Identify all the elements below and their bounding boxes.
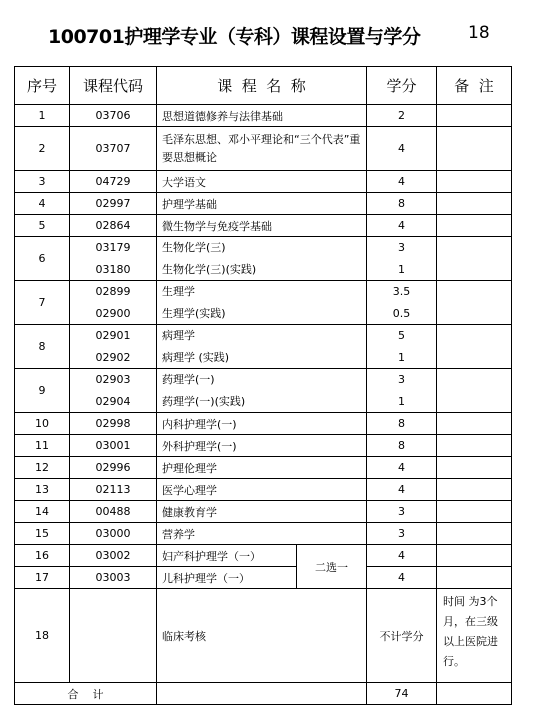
cell-credit-line: 1 xyxy=(398,350,406,364)
cell-no: 11 xyxy=(15,435,70,457)
cell-name: 思想道德修养与法律基础 xyxy=(157,105,367,127)
cell-no: 3 xyxy=(15,171,70,193)
table-row xyxy=(15,501,512,523)
cell-no: 2 xyxy=(15,127,70,171)
cell-code: 02113 xyxy=(70,479,157,501)
course-table xyxy=(14,66,512,705)
cell-name xyxy=(157,325,367,369)
header-credit: 学分 xyxy=(367,67,437,105)
table-row xyxy=(15,457,512,479)
cell-code: 02996 xyxy=(70,457,157,479)
cell-code-line: 03180 xyxy=(95,262,131,276)
cell-note xyxy=(437,215,512,237)
cell-no: 17 xyxy=(15,567,70,589)
cell-credit: 4 xyxy=(367,457,437,479)
table-row xyxy=(15,237,512,281)
cell-note xyxy=(437,523,512,545)
cell-name: 营养学 xyxy=(157,523,367,545)
cell-name: 护理伦理学 xyxy=(157,457,367,479)
table-row xyxy=(15,193,512,215)
cell-code: 03003 xyxy=(70,567,157,589)
cell-name xyxy=(157,281,367,325)
cell-no: 16 xyxy=(15,545,70,567)
cell-credit-line: 3.5 xyxy=(392,285,411,299)
table-row xyxy=(15,369,512,413)
page-header xyxy=(0,22,533,50)
header-code: 课程代码 xyxy=(70,67,157,105)
cell-code: 00488 xyxy=(70,501,157,523)
cell-no: 14 xyxy=(15,501,70,523)
cell-credit-line: 1 xyxy=(398,394,406,408)
cell-note xyxy=(437,435,512,457)
cell-code: 03707 xyxy=(70,127,157,171)
cell-note xyxy=(437,171,512,193)
cell-name: 内科护理学(一) xyxy=(157,413,367,435)
total-label: 合 计 xyxy=(15,683,157,705)
cell-credit: 不计学分 xyxy=(367,589,437,683)
cell-no: 12 xyxy=(15,457,70,479)
cell-code-line: 03179 xyxy=(95,241,131,255)
cell-name-line: 病理学 (实践) xyxy=(162,350,230,364)
cell-code xyxy=(70,281,157,325)
cell-note: 时间 为3个月，在三级以上医院进行。 xyxy=(437,589,512,683)
cell-name-line: 生理学 xyxy=(162,285,195,299)
cell-name: 微生物学与免疫学基础 xyxy=(157,215,367,237)
table-row xyxy=(15,545,512,567)
cell-credit: 8 xyxy=(367,413,437,435)
cell-code: 03706 xyxy=(70,105,157,127)
cell-credit: 8 xyxy=(367,435,437,457)
cell-credit: 4 xyxy=(367,127,437,171)
cell-no: 4 xyxy=(15,193,70,215)
cell-credit xyxy=(367,237,437,281)
cell-note xyxy=(437,413,512,435)
cell-note xyxy=(437,457,512,479)
page-title: 100701护理学专业（专科）课程设置与学分 xyxy=(48,26,421,48)
table-row xyxy=(15,127,512,171)
cell-no: 10 xyxy=(15,413,70,435)
cell-name-line: 病理学 xyxy=(162,329,195,343)
cell-credit: 2 xyxy=(367,105,437,127)
cell-credit: 4 xyxy=(367,171,437,193)
cell-name xyxy=(157,369,367,413)
cell-credit: 4 xyxy=(367,545,437,567)
table-body xyxy=(15,105,512,705)
cell-note xyxy=(437,567,512,589)
cell-code: 04729 xyxy=(70,171,157,193)
cell-credit xyxy=(367,369,437,413)
cell-code: 03000 xyxy=(70,523,157,545)
cell-code: 02998 xyxy=(70,413,157,435)
cell-code-line: 02900 xyxy=(95,306,131,320)
table-row xyxy=(15,523,512,545)
cell-code-line: 02904 xyxy=(95,394,131,408)
cell-no: 6 xyxy=(15,237,70,281)
page-number: 18 xyxy=(468,23,490,43)
table-row xyxy=(15,589,512,683)
cell-name: 临床考核 xyxy=(157,589,367,683)
cell-code: 02997 xyxy=(70,193,157,215)
header-no: 序号 xyxy=(15,67,70,105)
cell-name-line: 生理学(实践) xyxy=(162,306,226,320)
cell-note xyxy=(437,193,512,215)
cell-credit: 3 xyxy=(367,523,437,545)
alternative-label: 二选一 xyxy=(297,545,367,589)
cell-note xyxy=(437,545,512,567)
total-row xyxy=(15,683,512,705)
cell-name: 儿科护理学（一） xyxy=(157,567,297,589)
total-credit: 74 xyxy=(367,683,437,705)
cell-code: 03001 xyxy=(70,435,157,457)
cell-note xyxy=(437,105,512,127)
cell-note xyxy=(437,325,512,369)
cell-no: 8 xyxy=(15,325,70,369)
cell-credit: 4 xyxy=(367,479,437,501)
table-row xyxy=(15,215,512,237)
cell-name-line: 生物化学(三)(实践) xyxy=(162,262,257,276)
cell-name: 医学心理学 xyxy=(157,479,367,501)
total-note xyxy=(437,683,512,705)
cell-code xyxy=(70,589,157,683)
table-row xyxy=(15,413,512,435)
cell-name-line: 药理学(一) xyxy=(162,373,215,387)
cell-name: 大学语文 xyxy=(157,171,367,193)
cell-credit: 4 xyxy=(367,215,437,237)
cell-code: 02864 xyxy=(70,215,157,237)
cell-name-line: 生物化学(三) xyxy=(162,241,226,255)
table-row xyxy=(15,325,512,369)
cell-code xyxy=(70,325,157,369)
cell-name: 外科护理学(一) xyxy=(157,435,367,457)
total-blank xyxy=(157,683,367,705)
cell-name: 妇产科护理学（一） xyxy=(157,545,297,567)
cell-code xyxy=(70,237,157,281)
cell-note xyxy=(437,127,512,171)
cell-no: 13 xyxy=(15,479,70,501)
cell-name: 毛泽东思想、邓小平理论和“三个代表”重要思想概论 xyxy=(157,127,367,171)
cell-code-line: 02901 xyxy=(95,329,131,343)
cell-code-line: 02899 xyxy=(95,285,131,299)
cell-note xyxy=(437,369,512,413)
cell-code xyxy=(70,369,157,413)
cell-credit-line: 0.5 xyxy=(392,306,411,320)
table-header-row xyxy=(15,67,512,105)
table-row xyxy=(15,281,512,325)
cell-credit-line: 5 xyxy=(398,329,406,343)
cell-note xyxy=(437,479,512,501)
cell-no: 1 xyxy=(15,105,70,127)
cell-name: 护理学基础 xyxy=(157,193,367,215)
header-name: 课 程 名 称 xyxy=(157,67,367,105)
cell-credit-line: 3 xyxy=(398,373,406,387)
cell-name: 健康教育学 xyxy=(157,501,367,523)
cell-credit xyxy=(367,325,437,369)
table-row xyxy=(15,479,512,501)
cell-credit: 8 xyxy=(367,193,437,215)
cell-credit-line: 1 xyxy=(398,262,406,276)
cell-code: 03002 xyxy=(70,545,157,567)
cell-credit-line: 3 xyxy=(398,241,406,255)
cell-no: 7 xyxy=(15,281,70,325)
cell-no: 9 xyxy=(15,369,70,413)
cell-note xyxy=(437,501,512,523)
cell-no: 18 xyxy=(15,589,70,683)
table-row xyxy=(15,435,512,457)
cell-name-line: 药理学(一)(实践) xyxy=(162,394,246,408)
cell-note xyxy=(437,237,512,281)
cell-name xyxy=(157,237,367,281)
table-row xyxy=(15,105,512,127)
cell-credit: 4 xyxy=(367,567,437,589)
header-note: 备 注 xyxy=(437,67,512,105)
cell-note xyxy=(437,281,512,325)
cell-credit xyxy=(367,281,437,325)
cell-code-line: 02902 xyxy=(95,350,131,364)
cell-credit: 3 xyxy=(367,501,437,523)
cell-no: 5 xyxy=(15,215,70,237)
table-row xyxy=(15,567,512,589)
cell-no: 15 xyxy=(15,523,70,545)
table-row xyxy=(15,171,512,193)
cell-code-line: 02903 xyxy=(95,373,131,387)
